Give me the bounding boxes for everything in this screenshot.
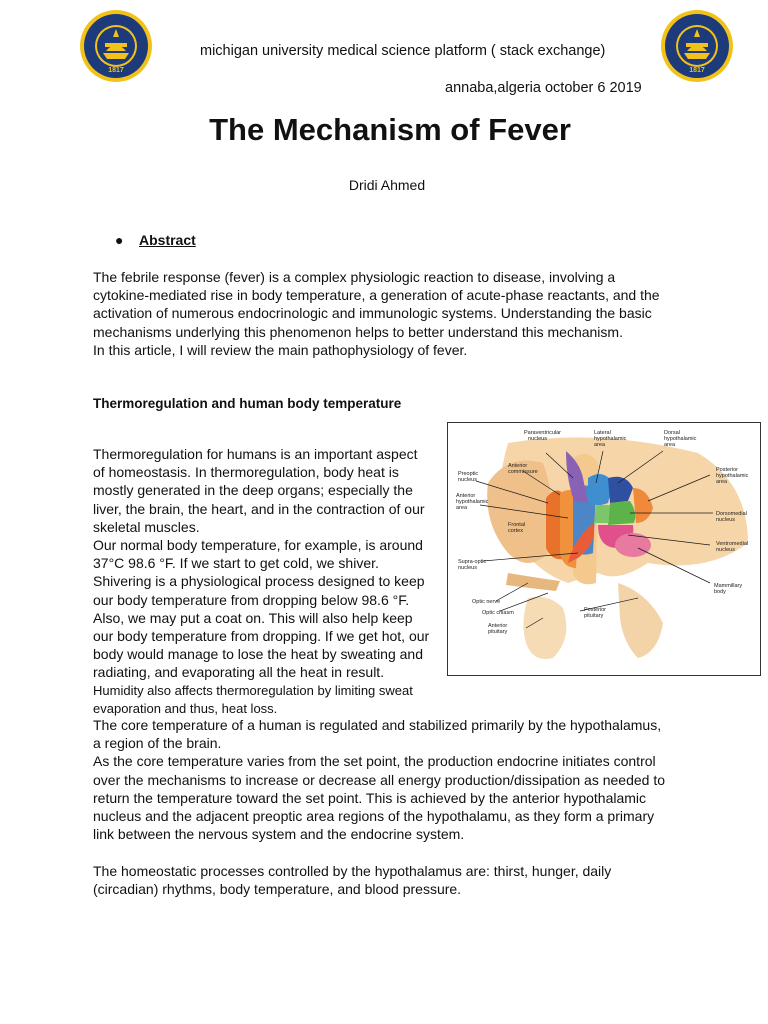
- text-line: Shivering is a physiological process designed to keep: [93, 573, 425, 590]
- label-anterior-pituitary: Anterior pituitary: [488, 623, 508, 635]
- abstract-line: The febrile response (fever) is a complex physiologic reaction to disease, involving a: [93, 269, 616, 285]
- label-posterior-hypothalamic-area: Posterior hypothalamic area: [716, 467, 749, 485]
- label-supraoptic-nucleus: Supra-optic nucleus: [458, 559, 487, 571]
- document-title: The Mechanism of Fever: [209, 112, 571, 147]
- label-optic-nerve: Optic nerve: [472, 599, 501, 605]
- label-preoptic-nucleus: Preoptic nucleus: [458, 471, 479, 483]
- mammillary-body-shape: [615, 533, 651, 557]
- label-dorsal-hypothalamic-area: Dorsal hypothalamic area: [664, 430, 697, 448]
- label-posterior-pituitary: Posterior pituitary: [584, 607, 607, 619]
- blank-line: [93, 843, 693, 861]
- label-dorsomedial-nucleus: Dorsomedial nucleus: [716, 511, 747, 523]
- text-line: skeletal muscles.: [93, 518, 200, 535]
- text-line: Humidity also affects thermoregulation by limiting sweat: [93, 682, 413, 698]
- university-seal-left: [79, 9, 153, 83]
- label-frontal-cortex: Frontal cortex: [508, 522, 526, 534]
- text-line: Thermoregulation for humans is an important aspect: [93, 446, 418, 462]
- text-line: (circadian) rhythms, body temperature, and blood pressure.: [93, 880, 462, 897]
- text-line: As the core temperature varies from the set point, the production endocrine initiates control: [93, 753, 656, 770]
- text-line: return the temperature toward the set point. This is achieved by the anterior hypothalamic: [93, 789, 647, 806]
- section-heading: Thermoregulation and human body temperature: [93, 396, 402, 411]
- label-mammillary-body: Mammillary body: [714, 583, 743, 595]
- abstract-line: In this article, I will review the main pathophysiology of fever.: [93, 341, 468, 358]
- seal-year: 1817: [108, 67, 124, 74]
- abstract-body: [93, 268, 693, 359]
- text-line: our body temperature from dropping. If we get hot, our: [93, 628, 430, 645]
- label-anterior-hypothalamic-area: Anterior hypothalamic area: [456, 493, 489, 511]
- seal-year: 1817: [689, 67, 705, 74]
- text-line: The core temperature of a human is regulated and stabilized primarily by the hypothalamus,: [93, 717, 662, 733]
- text-line: body would manage to lose the heat by sweating and: [93, 646, 424, 663]
- label-optic-chiasm: Optic chiasm: [482, 610, 514, 616]
- label-paraventricular-nucleus: Paraventricular nucleus: [524, 430, 561, 442]
- label-ventromedial-nucleus: Ventromedial nucleus: [716, 541, 749, 553]
- university-seal-right: [660, 9, 734, 83]
- hypothalamus-diagram: [448, 423, 760, 675]
- thermoregulation-text: [93, 445, 443, 718]
- abstract-line: activation of numerous endocrinologic and immunologic systems. Understanding the basic: [93, 305, 652, 322]
- text-line: The homeostatic processes controlled by the hypothalamus are: thirst, hunger, daily: [93, 862, 612, 879]
- text-line: 37°C 98.6 °F. If we start to get cold, we shiver.: [93, 555, 379, 572]
- text-line: radiating, and evaporating all the heat in result.: [93, 664, 385, 681]
- text-line: our body temperature from dropping below 98.6 °F.: [93, 591, 410, 608]
- hypothalamus-figure: [447, 422, 761, 676]
- abstract-heading-text: Abstract: [139, 232, 196, 248]
- text-line: nucleus and the adjacent preoptic area regions of the hypothalamu, as they form a primary: [93, 808, 655, 825]
- text-line: Our normal body temperature, for example, is around: [93, 537, 423, 554]
- text-line: Also, we may put a coat on. This will also help keep: [93, 609, 413, 626]
- dateline: annaba,algeria october 6 2019: [445, 80, 642, 96]
- author-name: Dridi Ahmed: [348, 177, 426, 193]
- core-temperature-text: [93, 716, 693, 898]
- platform-line: michigan university medical science platform ( stack exchange): [200, 43, 606, 59]
- text-line: over the mechanisms to increase or decrease all energy production/dissipation as needed to: [93, 771, 665, 788]
- abstract-line: mechanisms underlying this phenomenon helps to better understand this mechanism.: [93, 323, 623, 340]
- abstract-line: cytokine-mediated rise in body temperature, a generation of acute-phase reactants, and the: [93, 287, 660, 304]
- label-lateral-hypothalamic-area: Lateral hypothalamic area: [594, 430, 627, 448]
- text-line: of homeostasis. In thermoregulation, body heat is: [93, 464, 399, 481]
- text-line: link between the nervous system and the endocrine system.: [93, 826, 465, 843]
- text-line: liver, the brain, the heart, and in the contraction of our: [93, 500, 425, 517]
- label-anterior-commissure: Anterior commissure: [508, 463, 538, 475]
- text-line: evaporation and thus, heat loss.: [93, 700, 278, 716]
- bullet-icon: ●: [115, 232, 124, 248]
- text-line: mostly generated in the deep organs; especially the: [93, 482, 413, 499]
- text-line: a region of the brain.: [93, 735, 222, 752]
- abstract-heading: [116, 232, 196, 248]
